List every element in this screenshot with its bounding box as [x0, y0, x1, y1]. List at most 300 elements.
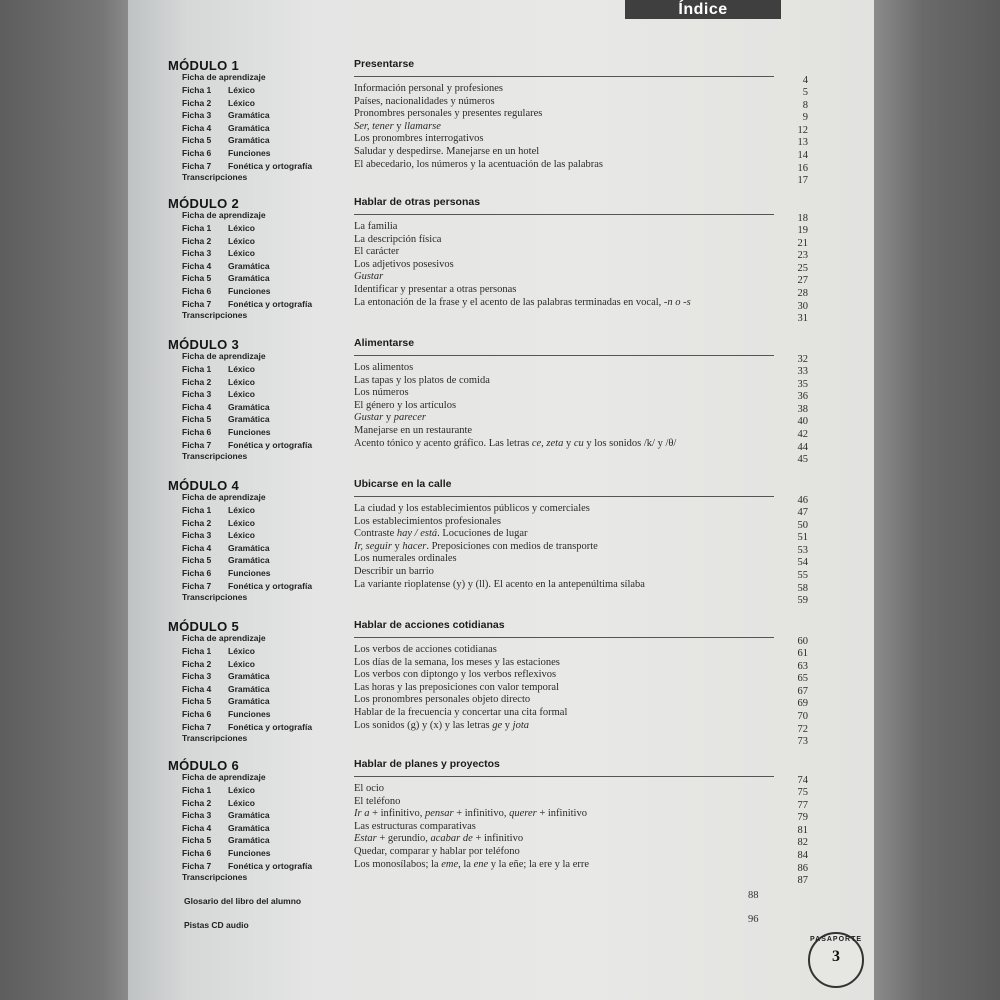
ficha-number: Ficha 6 [182, 427, 212, 437]
module-title: MÓDULO 5 [168, 619, 240, 634]
ficha-label [182, 298, 312, 310]
page-number: 96 [748, 914, 759, 925]
pasaporte-seal [808, 932, 864, 988]
ficha-number: Ficha 5 [182, 696, 212, 707]
page-number: 36 [797, 391, 808, 403]
index-entry [354, 808, 587, 819]
page-number: 74 [797, 775, 808, 786]
index-entry [354, 425, 472, 436]
entry-text-italic: ce, zeta [531, 437, 564, 449]
ficha-type: Gramática [228, 835, 270, 846]
entry-text-italic: Gustar [354, 412, 384, 424]
ficha-type: Funciones [228, 148, 271, 158]
page-number: 86 [797, 862, 808, 874]
page-number: 16 [797, 162, 808, 174]
entry-text-italic: cu [573, 437, 584, 449]
ficha-label [182, 160, 312, 172]
module-title: MÓDULO 1 [168, 58, 240, 73]
page-number: 33 [797, 366, 808, 377]
background-left [0, 0, 128, 1000]
index-entry [354, 297, 691, 308]
ficha-number: Ficha 2 [182, 376, 212, 387]
ficha-label [182, 847, 271, 859]
ficha-label [182, 134, 270, 146]
page-number: 17 [797, 175, 808, 187]
ficha-label [182, 542, 270, 554]
transcripciones-label: Transcripciones [182, 451, 248, 462]
index-entry [354, 412, 426, 423]
ficha-number: Ficha 2 [182, 97, 212, 108]
entry-text: Los establecimientos profesionales [354, 515, 501, 527]
index-entry [354, 566, 434, 577]
entry-text: Información personal y profesiones [354, 83, 503, 94]
page-number: 77 [797, 799, 808, 811]
ficha-number: Ficha 6 [182, 148, 212, 158]
page-number: 60 [797, 636, 808, 647]
page-number: 27 [797, 275, 808, 287]
index-entry [354, 541, 598, 552]
ficha-label [182, 554, 270, 566]
entry-text: Los pronombres interrogativos [354, 133, 484, 145]
ficha-label [182, 809, 270, 821]
page-number: 79 [797, 812, 808, 824]
entry-text-italic: Gustar [354, 271, 384, 283]
ficha-label [182, 84, 255, 96]
entry-text: Manejarse en un restaurante [354, 425, 473, 436]
ficha-type: Gramática [228, 401, 270, 412]
transcripciones-label: Transcripciones [182, 733, 248, 744]
ficha-number: Ficha 4 [182, 122, 212, 133]
ficha-label [182, 580, 312, 592]
page-number: 9 [802, 112, 808, 124]
ficha-type: Gramática [228, 671, 270, 682]
entry-text: El abecedario, los números y la acentuación de las palabras [354, 158, 603, 170]
entry-text: y los sonidos /k/ y /θ/ [583, 437, 677, 449]
page-number: 72 [797, 723, 808, 735]
ficha-label [182, 683, 270, 695]
index-entry [354, 400, 456, 411]
ficha-label [182, 822, 270, 834]
ficha-number: Ficha 2 [182, 517, 212, 528]
entry-text: La variante rioplatense (y) y (ll). El acento en la antepenúltima sílaba [354, 578, 645, 590]
ficha-label [182, 721, 312, 733]
page-number: 84 [797, 850, 808, 861]
module-section [168, 619, 808, 749]
entry-text: La descripción física [354, 233, 442, 245]
entry-text: + infinitivo, [369, 808, 425, 820]
ficha-number: Ficha 7 [182, 721, 212, 732]
entry-text-italic: ene [473, 858, 489, 870]
page-number: 25 [797, 262, 808, 274]
ficha-label [182, 247, 255, 259]
ficha-type: Léxico [228, 364, 255, 374]
page-number: 18 [797, 213, 808, 224]
page-number: 46 [797, 495, 808, 506]
page-title: Índice [678, 1, 728, 18]
ficha-aprendizaje-label: Ficha de aprendizaje [182, 72, 266, 82]
ficha-type: Gramática [228, 273, 270, 284]
entry-text: , la [458, 858, 474, 870]
entry-text: Saludar y despedirse. Manejarse en un hotel [354, 146, 540, 157]
ficha-number: Ficha 1 [182, 364, 212, 374]
entry-text-italic: -n o -s [663, 296, 691, 308]
ficha-label [182, 147, 271, 159]
entry-text: Los alimentos [354, 362, 414, 373]
index-entry [354, 579, 645, 590]
entry-text: y [502, 719, 513, 731]
module-topic: Hablar de otras personas [354, 196, 481, 208]
ficha-number: Ficha 2 [182, 658, 212, 669]
entry-text-italic: acabar de [430, 833, 473, 845]
ficha-type: Gramática [228, 260, 270, 271]
entry-text: . Locuciones de lugar [437, 528, 528, 540]
entry-text: + gerundio, [376, 833, 431, 845]
page-number: 13 [797, 137, 808, 149]
ficha-type: Léxico [228, 505, 255, 515]
module-topic: Presentarse [354, 58, 415, 70]
entry-text-italic: eme [441, 858, 459, 870]
background-right [872, 0, 1000, 1000]
page-number: 8 [802, 99, 808, 111]
entry-text-italic: querer [509, 808, 537, 820]
entry-text: Los verbos de acciones cotidianas [354, 644, 497, 655]
module-topic: Hablar de planes y proyectos [354, 758, 500, 770]
extra-label: Glosario del libro del alumno [184, 896, 302, 906]
index-entry [354, 387, 409, 398]
ficha-type: Gramática [228, 696, 270, 707]
page-number: 82 [797, 837, 808, 849]
ficha-type: Gramática [228, 810, 270, 821]
page-number: 51 [797, 532, 808, 544]
entry-text: Los pronombres personales objeto directo [354, 694, 531, 706]
ficha-label [182, 695, 270, 707]
ficha-number: Ficha 1 [182, 505, 212, 515]
ficha-type: Gramática [228, 122, 270, 133]
entry-text: y [391, 540, 403, 552]
entry-text: Identificar y presentar a otras personas [354, 284, 517, 295]
module-section [168, 758, 808, 888]
ficha-number: Ficha 5 [182, 135, 212, 146]
entry-text: Los días de la semana, los meses y las estaciones [354, 656, 560, 668]
index-entry [354, 259, 454, 270]
entry-text: Quedar, comparar y hablar por teléfono [354, 846, 520, 857]
page-number: 12 [797, 124, 808, 136]
index-entry [354, 859, 589, 870]
ficha-number: Ficha 5 [182, 835, 212, 846]
page-number: 28 [797, 288, 808, 299]
ficha-number: Ficha 3 [182, 810, 212, 821]
ficha-number: Ficha 4 [182, 683, 212, 694]
index-entry [354, 96, 495, 107]
ficha-aprendizaje-label: Ficha de aprendizaje [182, 492, 266, 502]
entry-text: y la eñe; la ere y la erre [488, 858, 590, 870]
ficha-number: Ficha 2 [182, 797, 212, 808]
page-number: 67 [797, 685, 808, 697]
ficha-type: Léxico [228, 517, 255, 528]
index-entry [354, 221, 397, 232]
page-number: 87 [797, 875, 808, 887]
page-number: 59 [797, 595, 808, 607]
index-entry [354, 694, 530, 705]
index-entry [354, 108, 542, 119]
transcripciones-label: Transcripciones [182, 592, 248, 603]
entry-text-italic: llamarse [404, 120, 441, 132]
ficha-label [182, 235, 255, 247]
ficha-number: Ficha 3 [182, 671, 212, 682]
entry-text-italic: hacer [402, 540, 427, 552]
index-entry [354, 516, 501, 527]
transcripciones-label: Transcripciones [182, 172, 248, 183]
ficha-label [182, 658, 255, 670]
topic-divider [354, 214, 774, 215]
entry-text: Los monosílabos; la [354, 858, 442, 870]
entry-text-italic: parecer [393, 412, 426, 424]
ficha-type: Léxico [228, 658, 255, 669]
module-topic: Hablar de acciones cotidianas [354, 619, 505, 631]
topic-divider [354, 637, 774, 638]
ficha-label [182, 797, 255, 809]
ficha-label [182, 645, 255, 657]
ficha-label [182, 109, 270, 121]
module-section [168, 196, 808, 326]
ficha-type: Léxico [228, 223, 255, 233]
ficha-number: Ficha 1 [182, 85, 212, 95]
ficha-type: Funciones [228, 427, 271, 437]
ficha-label [182, 529, 255, 541]
page-number: 31 [797, 313, 808, 325]
ficha-number: Ficha 2 [182, 235, 212, 246]
ficha-label [182, 376, 255, 388]
ficha-type: Léxico [228, 235, 255, 246]
page-number: 54 [797, 557, 808, 569]
index-entry [354, 669, 556, 680]
entry-text-italic: Ir, seguir [354, 540, 392, 552]
index-entry [354, 438, 676, 449]
entry-text-italic: Ir a [354, 808, 370, 820]
ficha-type: Funciones [228, 709, 271, 719]
index-entry [354, 833, 523, 844]
entry-text-italic: jota [512, 719, 529, 731]
index-entry [354, 284, 516, 295]
ficha-label [182, 401, 270, 413]
ficha-label [182, 834, 270, 846]
index-entry [354, 121, 441, 132]
page-number: 40 [797, 416, 808, 428]
page-number: 75 [797, 787, 808, 798]
ficha-type: Fonética y ortografía [228, 160, 313, 171]
topic-divider [354, 776, 774, 777]
entry-text: Las tapas y los platos de comida [354, 374, 490, 386]
ficha-type: Fonética y ortografía [228, 439, 313, 450]
ficha-type: Gramática [228, 555, 270, 566]
page-number: 21 [797, 237, 808, 249]
ficha-type: Léxico [228, 389, 255, 400]
ficha-number: Ficha 3 [182, 110, 212, 121]
transcripciones-label: Transcripciones [182, 310, 248, 321]
ficha-type: Fonética y ortografía [228, 298, 313, 309]
page-number: 45 [797, 454, 808, 466]
topic-divider [354, 496, 774, 497]
entry-text: + infinitivo [472, 833, 524, 845]
module-title: MÓDULO 2 [168, 196, 240, 211]
index-entry [354, 707, 567, 718]
ficha-number: Ficha 6 [182, 848, 212, 858]
ficha-type: Léxico [228, 646, 255, 656]
ficha-type: Léxico [228, 85, 255, 95]
entry-text: El ocio [354, 783, 385, 794]
ficha-type: Gramática [228, 542, 270, 553]
extra-label: Pistas CD audio [184, 920, 249, 930]
ficha-type: Funciones [228, 568, 271, 578]
entry-text: y [383, 412, 394, 424]
ficha-number: Ficha 4 [182, 542, 212, 553]
page-number: 42 [797, 429, 808, 440]
ficha-label [182, 272, 270, 284]
page-number: 4 [802, 75, 808, 86]
ficha-label [182, 388, 255, 400]
transcripciones-label: Transcripciones [182, 872, 248, 883]
ficha-label [182, 97, 255, 109]
ficha-number: Ficha 5 [182, 414, 212, 425]
ficha-label [182, 222, 255, 234]
index-entry [354, 133, 483, 144]
page-number: 58 [797, 582, 808, 594]
ficha-number: Ficha 4 [182, 822, 212, 833]
index-entry [354, 846, 520, 857]
entry-text: Los verbos con diptongo y los verbos reflexivos [354, 669, 557, 681]
index-entry [354, 159, 603, 170]
page-number: 63 [797, 660, 808, 672]
page-number: 65 [797, 673, 808, 685]
page-number: 44 [797, 441, 808, 453]
entry-text-italic: ge [492, 719, 503, 731]
ficha-number: Ficha 7 [182, 860, 212, 871]
ficha-type: Gramática [228, 822, 270, 833]
seal-text: PASAPORTE [810, 936, 863, 943]
ficha-number: Ficha 5 [182, 273, 212, 284]
ficha-label [182, 670, 270, 682]
entry-text: Las horas y las preposiciones con valor temporal [354, 681, 559, 693]
ficha-number: Ficha 6 [182, 709, 212, 719]
module-topic: Alimentarse [354, 337, 415, 349]
page-number: 14 [797, 150, 808, 161]
entry-text: Los números [354, 387, 409, 399]
ficha-type: Funciones [228, 848, 271, 858]
ficha-type: Gramática [228, 110, 270, 121]
ficha-label [182, 504, 255, 516]
page-number: 53 [797, 544, 808, 556]
module-topic: Ubicarse en la calle [354, 478, 452, 490]
page-number: 32 [797, 354, 808, 365]
ficha-number: Ficha 3 [182, 248, 212, 259]
entry-text: Los sonidos (g) y (x) y las letras [354, 719, 493, 731]
page-number: 35 [797, 378, 808, 390]
ficha-type: Léxico [228, 785, 255, 795]
ficha-number: Ficha 7 [182, 580, 212, 591]
index-entry [354, 682, 559, 693]
index-entry [354, 83, 503, 94]
ficha-type: Fonética y ortografía [228, 721, 313, 732]
ficha-type: Fonética y ortografía [228, 860, 313, 871]
page-number: 38 [797, 403, 808, 415]
ficha-number: Ficha 3 [182, 530, 212, 541]
entry-text: Contraste [354, 528, 397, 540]
ficha-type: Léxico [228, 248, 255, 259]
page-number: 30 [797, 300, 808, 312]
ficha-type: Gramática [228, 414, 270, 425]
ficha-label [182, 860, 312, 872]
ficha-type: Gramática [228, 683, 270, 694]
entry-text-italic: pensar [424, 808, 454, 820]
page-number: 69 [797, 698, 808, 710]
index-entry [354, 796, 400, 807]
ficha-aprendizaje-label: Ficha de aprendizaje [182, 351, 266, 361]
ficha-number: Ficha 1 [182, 646, 212, 656]
ficha-label [182, 439, 312, 451]
page-number: 70 [797, 711, 808, 722]
entry-text: La familia [354, 221, 398, 232]
page-number: 88 [748, 890, 759, 901]
entry-text-italic: Ser, tener [354, 120, 394, 132]
ficha-number: Ficha 1 [182, 785, 212, 795]
ficha-type: Gramática [228, 135, 270, 146]
entry-text: y [393, 120, 405, 132]
index-entry [354, 234, 441, 245]
index-entry [354, 644, 497, 655]
index-entry [354, 821, 476, 832]
ficha-type: Léxico [228, 97, 255, 108]
ficha-number: Ficha 1 [182, 223, 212, 233]
ficha-aprendizaje-label: Ficha de aprendizaje [182, 210, 266, 220]
ficha-label [182, 285, 271, 297]
entry-text: + infinitivo [536, 808, 587, 820]
index-entry [354, 783, 384, 794]
page-number: 61 [797, 648, 808, 659]
index-entry [354, 146, 539, 157]
ficha-label [182, 517, 255, 529]
ficha-aprendizaje-label: Ficha de aprendizaje [182, 772, 266, 782]
page-number: 23 [797, 250, 808, 262]
entry-text-italic: Estar [354, 833, 377, 845]
page-number: 55 [797, 570, 808, 581]
module-section [168, 337, 808, 467]
index-entry [354, 553, 457, 564]
ficha-type: Léxico [228, 530, 255, 541]
ficha-label [182, 784, 255, 796]
page-number: 81 [797, 824, 808, 836]
ficha-number: Ficha 4 [182, 260, 212, 271]
ficha-number: Ficha 7 [182, 160, 212, 171]
index-entry [354, 375, 490, 386]
index-entry [354, 362, 413, 373]
entry-text: Pronombres personales y presentes regulares [354, 108, 543, 120]
index-entry [354, 657, 560, 668]
ficha-label [182, 567, 271, 579]
page-number: 50 [797, 519, 808, 531]
ficha-label [182, 413, 270, 425]
entry-text: Los numerales ordinales [354, 553, 457, 565]
entry-text: Describir un barrio [354, 566, 434, 577]
module-title: MÓDULO 6 [168, 758, 240, 773]
module-section [168, 478, 808, 608]
entry-text-italic: hay / está [396, 528, 438, 540]
ficha-number: Ficha 4 [182, 401, 212, 412]
page-number: 47 [797, 507, 808, 518]
module-title: MÓDULO 3 [168, 337, 240, 352]
entry-text: Acento tónico y acento gráfico. Las letras [354, 437, 532, 449]
entry-text: Hablar de la frecuencia y concertar una cita formal [354, 707, 568, 718]
header-bar [625, 0, 781, 19]
